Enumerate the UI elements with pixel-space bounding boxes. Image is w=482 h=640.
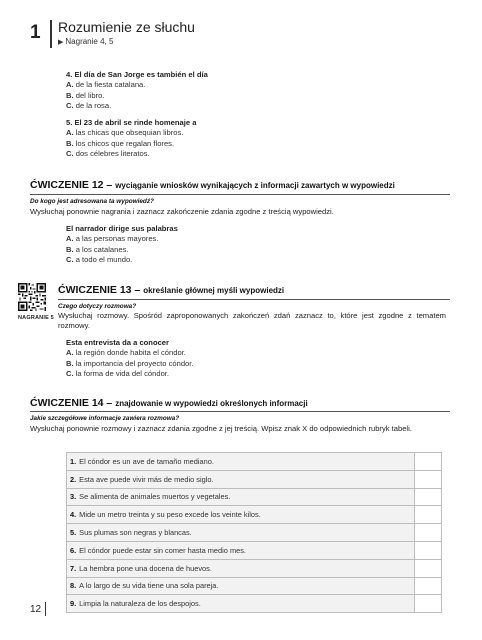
answer-box[interactable] [415, 577, 442, 595]
answer-box[interactable] [415, 541, 442, 559]
question-stem: Esta entrevista da a conocer [66, 338, 169, 347]
statement-cell: 2. Esta ave puede vivir más de medio siglo. [67, 470, 415, 488]
table-row [67, 506, 442, 524]
answer-box[interactable] [415, 595, 442, 613]
exercise-13-question: Czego dotyczy rozmowa? [58, 303, 137, 310]
exercise-12-rule [30, 194, 450, 195]
exercise-12-question: Do kogo jest adresowana ta wypowiedź? [30, 198, 154, 205]
option-a: A. a las personas mayores. [66, 234, 159, 244]
table-row [67, 470, 442, 488]
option-c: C. dos célebres literatos. [66, 149, 150, 159]
option-b: B. la importancia del proyecto cóndor. [66, 358, 194, 368]
answer-box[interactable] [415, 506, 442, 524]
option-b: B. del libro. [66, 90, 105, 100]
question-stem: El narrador dirige sus palabras [66, 224, 178, 233]
exercise-13-heading: ĆWICZENIE 13 – określanie głównej myśli wypowiedzi [58, 284, 285, 296]
option-c: C. a todo el mundo. [66, 255, 133, 265]
statement-cell: 1. El cóndor es un ave de tamaño mediano. [67, 453, 415, 471]
qr-recording-label: NAGRANIE 5 [18, 315, 54, 321]
exercise-12-item [66, 224, 446, 266]
chapter-number: 1 [30, 22, 41, 43]
header-divider [50, 20, 52, 48]
answer-box[interactable] [415, 559, 442, 577]
option-c: C. la forma de vida del cóndor. [66, 369, 170, 379]
question-5 [66, 118, 446, 160]
answer-box[interactable] [415, 470, 442, 488]
option-a: A. de la fiesta catalana. [66, 80, 146, 90]
table-row [67, 524, 442, 542]
statement-cell: 6. El cóndor puede estar sin comer hasta medio mes. [67, 541, 415, 559]
table-row [67, 559, 442, 577]
exercise-13-rule [58, 299, 450, 300]
recording-label: Nagranie 4, 5 [65, 37, 114, 46]
exercise-14-heading: ĆWICZENIE 14 – znajdowanie w wypowiedzi określonych informacji [30, 397, 308, 409]
qr-code-icon[interactable] [18, 283, 46, 311]
question-4 [66, 70, 446, 112]
statement-cell: 5. Sus plumas son negras y blancas. [67, 524, 415, 542]
exercise-14-question: Jakie szczegółowe informacje zawiera rozmowa? [30, 415, 180, 422]
table-row [67, 541, 442, 559]
option-b: B. a los catalanes. [66, 244, 129, 254]
exercise-13-instruction: Wysłuchaj rozmowy. Spośród zaproponowanych zakończeń zdań zaznacz to, które jest zgodne z tematem rozmowy. [58, 311, 446, 331]
option-b: B. los chicos que regalan flores. [66, 138, 175, 148]
option-a: A. las chicas que obsequian libros. [66, 128, 184, 138]
option-a: A. la región donde habita el cóndor. [66, 348, 186, 358]
statement-cell: 9. Limpia la naturaleza de los despojos. [67, 595, 415, 613]
exercise-12-instruction: Wysłuchaj ponownie nagrania i zaznacz zakończenie zdania zgodne z treścią wypowiedzi. [30, 207, 334, 216]
play-triangle-icon: ▶ [58, 39, 64, 46]
footer-divider [45, 602, 46, 616]
statements-table [66, 452, 442, 613]
question-stem: 5. El 23 de abril se rinde homenaje a [66, 118, 197, 127]
statement-cell: 3. Se alimenta de animales muertos y vegetales. [67, 488, 415, 506]
exercise-14-instruction: Wysłuchaj ponownie rozmowy i zaznacz zdania zgodne z jej treścią. Wpisz znak X do odpowiednich rubryk tabeli. [30, 424, 412, 433]
chapter-title: Rozumienie ze słuchu [58, 19, 195, 35]
table-row [67, 453, 442, 471]
table-row [67, 488, 442, 506]
exercise-13-item [66, 338, 446, 380]
question-stem: 4. El día de San Jorge es también el día [66, 70, 208, 79]
option-c: C. de la rosa. [66, 101, 112, 111]
statement-cell: 7. La hembra pone una docena de huevos. [67, 559, 415, 577]
statement-cell: 8. A lo largo de su vida tiene una sola pareja. [67, 577, 415, 595]
page-number: 12 [30, 604, 42, 615]
table-row [67, 577, 442, 595]
answer-box[interactable] [415, 488, 442, 506]
exercise-12-heading: ĆWICZENIE 12 – wyciąganie wniosków wynikających z informacji zawartych w wypowiedzi [30, 179, 395, 191]
recording-reference [58, 37, 113, 46]
statement-cell: 4. Mide un metro treinta y su peso excede los veinte kilos. [67, 506, 415, 524]
answer-box[interactable] [415, 453, 442, 471]
exercise-14-rule [30, 411, 450, 412]
answer-box[interactable] [415, 524, 442, 542]
table-row [67, 595, 442, 613]
